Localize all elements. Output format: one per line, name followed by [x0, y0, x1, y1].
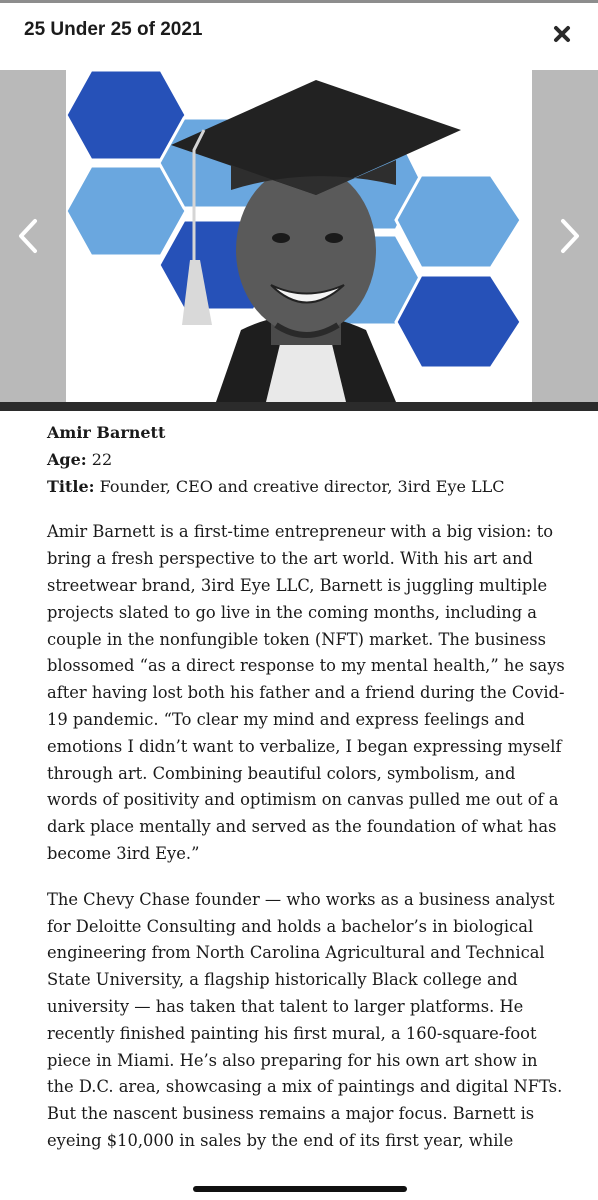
profile-name: Amir Barnett: [47, 423, 166, 442]
previous-slide-button[interactable]: [8, 206, 48, 266]
carousel-bottom-bar: [0, 402, 598, 411]
close-icon: [553, 25, 571, 43]
chevron-left-icon: [17, 218, 39, 254]
photo-illustration: [66, 70, 532, 402]
hexagon: [396, 175, 521, 268]
article-content: [47, 420, 567, 1155]
chevron-right-icon: [559, 218, 581, 254]
profile-age: Age: 22: [47, 449, 113, 469]
modal-title: 25 Under 25 of 2021: [24, 19, 203, 40]
profile-photo: [66, 70, 532, 402]
article-paragraph: The Chevy Chase founder — who works as a business analyst for Deloitte Consulting and holds a bachelor’s in biological engineering from North Carolina Agricultural and Technical State University, a flagship historically Black college and university — has taken that talent to larger platforms. He recently finished painting his first mural, a 160-square-foot piece in Miami. He’s also preparing for his own art show in the D.C. area, showcasing a mix of paintings and digital NFTs. But the nascent business remains a major focus. Barnett is eyeing $10,000 in sales by the end of its first year, while: [47, 889, 563, 1150]
article-paragraph: Amir Barnett is a first-time entrepreneur with a big vision: to bring a fresh perspective to the art world. With his art and streetwear brand, 3ird Eye LLC, Barnett is juggling multiple projects slated to go live in the coming months, including a couple in the nonfungible token (NFT) market. The business blossomed “as a direct response to my mental health,” he says after having lost both his father and a friend during the Covid-19 pandemic. “To clear my mind and express feelings and emotions I didn’t want to verbalize, I began expressing myself through art. Combining beautiful colors, symbolism, and words of positivity and optimism on canvas pulled me out of a dark place mentally and served as the foundation of what has become 3ird Eye.”: [47, 522, 565, 863]
modal-header: [0, 3, 598, 67]
home-indicator[interactable]: [193, 1186, 407, 1192]
next-slide-button[interactable]: [550, 206, 590, 266]
profile-title: Title: Founder, CEO and creative director, 3ird Eye LLC: [47, 476, 505, 496]
close-button[interactable]: [548, 20, 576, 48]
photo-carousel: [0, 70, 598, 410]
hexagon: [396, 275, 521, 368]
